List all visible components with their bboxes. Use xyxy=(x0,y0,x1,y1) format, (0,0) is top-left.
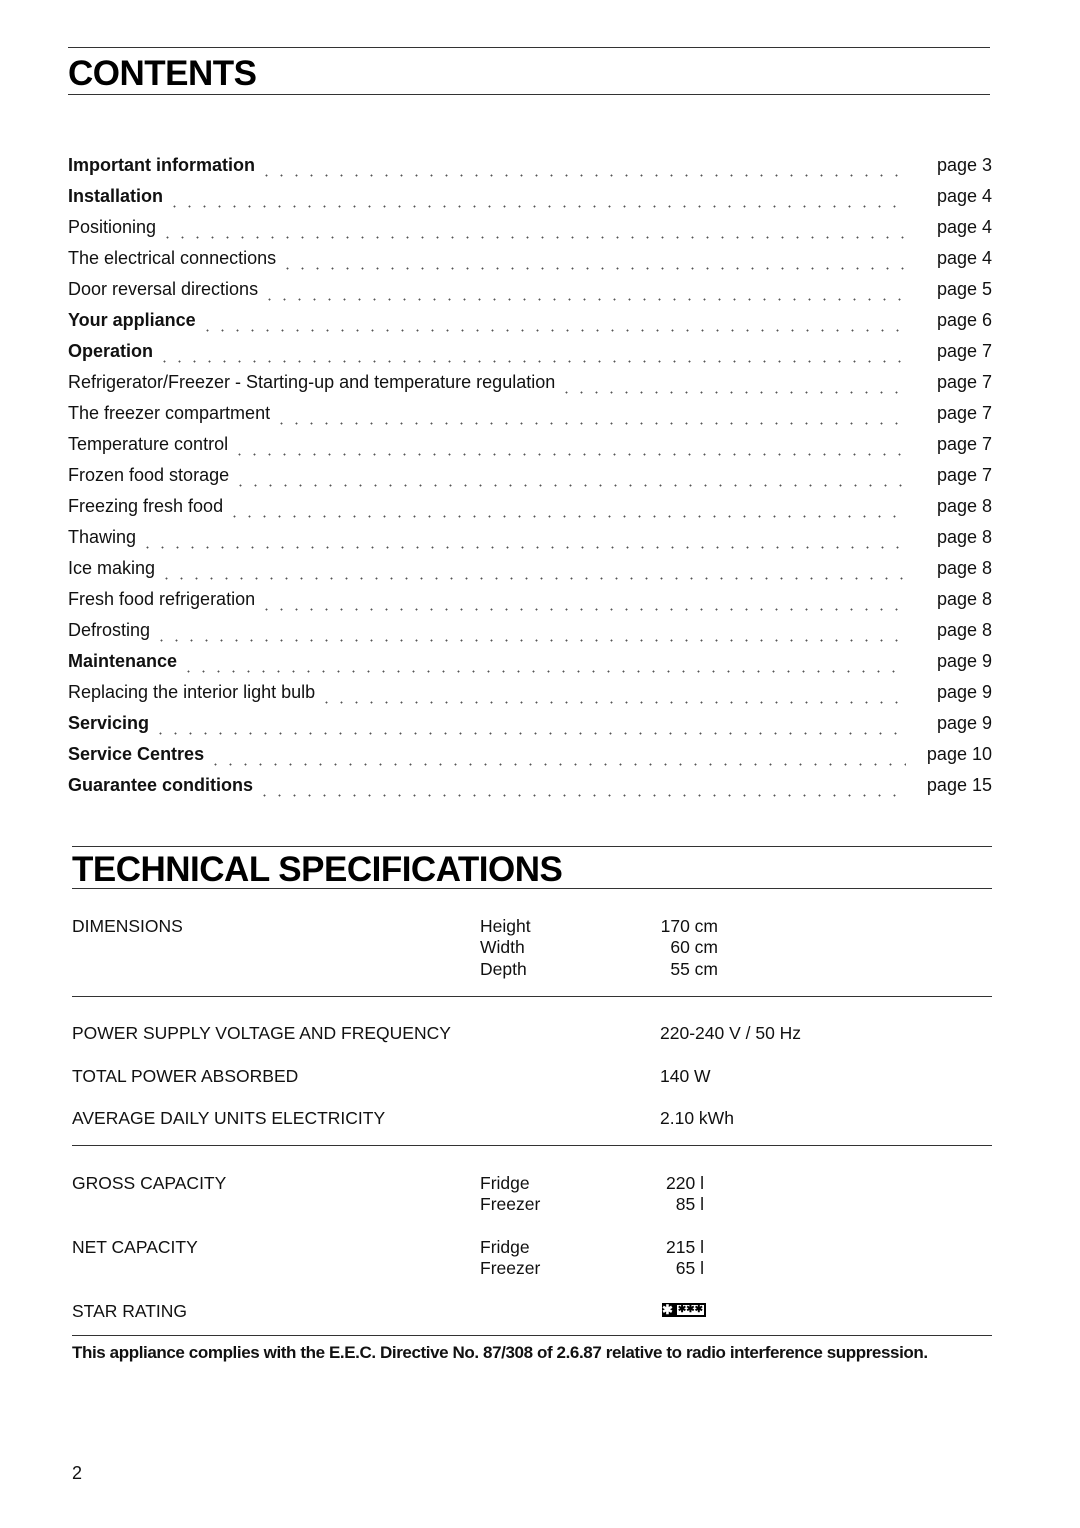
dot-leader xyxy=(259,608,906,611)
toc-entry-page: page 8 xyxy=(936,496,992,516)
toc-entry xyxy=(68,372,992,403)
toc-entry-title: Your appliance xyxy=(68,310,196,330)
dot-leader xyxy=(160,236,906,239)
toc-entry xyxy=(68,217,992,248)
gross-capacity-label: GROSS CAPACITY xyxy=(72,1173,227,1193)
net-freezer-value: 65 l xyxy=(675,1258,704,1278)
dot-leader xyxy=(233,484,906,487)
toc-entry-title: Maintenance xyxy=(68,651,178,671)
toc-entry xyxy=(68,620,992,651)
width-value: 60 cm xyxy=(670,937,718,957)
toc-entry xyxy=(68,651,992,682)
width-label: Width xyxy=(480,937,525,957)
toc-entry xyxy=(68,341,992,372)
gross-freezer-value: 85 l xyxy=(675,1194,704,1214)
total-power-label: TOTAL POWER ABSORBED xyxy=(72,1066,299,1086)
toc-entry-title: Servicing xyxy=(68,713,150,733)
dot-leader xyxy=(140,546,906,549)
toc-entry xyxy=(68,713,992,744)
toc-entry-title: Important information xyxy=(68,155,255,175)
toc-entry-page: page 9 xyxy=(936,651,992,671)
toc-entry-title: Ice making xyxy=(68,558,156,578)
divider xyxy=(72,1335,992,1336)
dot-leader xyxy=(259,174,906,177)
toc-entry-page: page 7 xyxy=(936,465,992,485)
divider xyxy=(68,94,990,95)
net-fridge-value: 215 l xyxy=(666,1237,704,1257)
toc-entry-title: Defrosting xyxy=(68,620,151,640)
toc-entry-title: The electrical connections xyxy=(68,248,277,268)
toc-entry-title: Frozen food storage xyxy=(68,465,230,485)
toc-entry-page: page 7 xyxy=(936,341,992,361)
single-star-icon: ✱ xyxy=(662,1302,673,1317)
dot-leader xyxy=(154,639,906,642)
contents-title: CONTENTS xyxy=(68,54,257,93)
gross-fridge-value: 220 l xyxy=(666,1173,704,1193)
page-number: 2 xyxy=(72,1463,83,1483)
dot-leader xyxy=(319,701,906,704)
dot-leader xyxy=(153,732,906,735)
gross-freezer-label: Freezer xyxy=(480,1194,541,1214)
toc-entry xyxy=(68,434,992,465)
toc-entry xyxy=(68,155,992,186)
toc-entry-page: page 8 xyxy=(936,527,992,547)
height-value: 170 cm xyxy=(660,916,718,936)
divider xyxy=(72,846,992,847)
toc-entry-title: Refrigerator/Freezer - Starting-up and temperature regulation xyxy=(68,372,556,392)
toc-entry-page: page 8 xyxy=(936,558,992,578)
toc-entry-page: page 8 xyxy=(936,620,992,640)
toc-entry xyxy=(68,744,992,775)
toc-entry-title: Fresh food refrigeration xyxy=(68,589,256,609)
dot-leader xyxy=(262,298,906,301)
toc-entry-page: page 8 xyxy=(936,589,992,609)
dot-leader xyxy=(208,763,906,766)
net-capacity-label: NET CAPACITY xyxy=(72,1237,198,1257)
dot-leader xyxy=(181,670,906,673)
dot-leader xyxy=(280,267,906,270)
toc-entry xyxy=(68,279,992,310)
daily-units-label: AVERAGE DAILY UNITS ELECTRICITY xyxy=(72,1108,386,1128)
toc-entry-title: Positioning xyxy=(68,217,157,237)
dot-leader xyxy=(227,515,906,518)
divider xyxy=(68,47,990,48)
dot-leader xyxy=(159,577,906,580)
toc-entry xyxy=(68,775,992,806)
daily-units-value: 2.10 kWh xyxy=(660,1108,734,1128)
specs-title: TECHNICAL SPECIFICATIONS xyxy=(72,850,563,889)
toc-entry-title: The freezer compartment xyxy=(68,403,271,423)
toc-entry-page: page 3 xyxy=(936,155,992,175)
toc-entry-title: Replacing the interior light bulb xyxy=(68,682,316,702)
toc-entry xyxy=(68,465,992,496)
dot-leader xyxy=(200,329,906,332)
toc-entry-page: page 9 xyxy=(936,713,992,733)
dot-leader xyxy=(232,453,906,456)
dot-leader xyxy=(157,360,906,363)
three-star-icon: ✱✱✱ xyxy=(677,1304,704,1315)
toc-entry-title: Door reversal directions xyxy=(68,279,259,299)
toc-entry xyxy=(68,310,992,341)
toc-entry xyxy=(68,403,992,434)
height-label: Height xyxy=(480,916,531,936)
power-supply-label: POWER SUPPLY VOLTAGE AND FREQUENCY xyxy=(72,1023,451,1043)
toc-entry-page: page 7 xyxy=(936,434,992,454)
toc-entry xyxy=(68,186,992,217)
toc-entry-page: page 6 xyxy=(936,310,992,330)
toc-entry xyxy=(68,496,992,527)
toc-entry-page: page 15 xyxy=(926,775,992,795)
net-fridge-label: Fridge xyxy=(480,1237,530,1257)
depth-value: 55 cm xyxy=(670,959,718,979)
divider xyxy=(72,996,992,997)
toc-entry-page: page 5 xyxy=(936,279,992,299)
toc-entry-page: page 9 xyxy=(936,682,992,702)
gross-fridge-label: Fridge xyxy=(480,1173,530,1193)
toc-entry-title: Service Centres xyxy=(68,744,205,764)
toc-entry-title: Guarantee conditions xyxy=(68,775,254,795)
divider xyxy=(72,1145,992,1146)
dot-leader xyxy=(167,205,906,208)
table-of-contents xyxy=(68,155,992,806)
toc-entry-title: Thawing xyxy=(68,527,137,547)
toc-entry-title: Temperature control xyxy=(68,434,229,454)
total-power-value: 140 W xyxy=(660,1066,711,1086)
toc-entry-page: page 4 xyxy=(936,248,992,268)
divider xyxy=(72,888,992,889)
dot-leader xyxy=(559,391,906,394)
eec-directive-notice: This appliance complies with the E.E.C. Directive No. 87/308 of 2.6.87 relative to radio interference suppression. xyxy=(72,1343,928,1362)
toc-entry-title: Operation xyxy=(68,341,154,361)
toc-entry-page: page 7 xyxy=(936,403,992,423)
power-supply-value: 220-240 V / 50 Hz xyxy=(660,1023,802,1043)
four-star-freezer-rating-icon xyxy=(662,1303,706,1317)
toc-entry xyxy=(68,527,992,558)
toc-entry-title: Freezing fresh food xyxy=(68,496,224,516)
depth-label: Depth xyxy=(480,959,527,979)
toc-entry xyxy=(68,589,992,620)
toc-entry-page: page 4 xyxy=(936,217,992,237)
dimensions-label: DIMENSIONS xyxy=(72,916,183,936)
net-freezer-label: Freezer xyxy=(480,1258,541,1278)
toc-entry xyxy=(68,682,992,713)
toc-entry-page: page 10 xyxy=(926,744,992,764)
toc-entry xyxy=(68,558,992,589)
toc-entry-title: Installation xyxy=(68,186,164,206)
dot-leader xyxy=(274,422,906,425)
toc-entry-page: page 7 xyxy=(936,372,992,392)
dot-leader xyxy=(257,794,906,797)
star-rating-label: STAR RATING xyxy=(72,1301,188,1321)
toc-entry xyxy=(68,248,992,279)
toc-entry-page: page 4 xyxy=(936,186,992,206)
